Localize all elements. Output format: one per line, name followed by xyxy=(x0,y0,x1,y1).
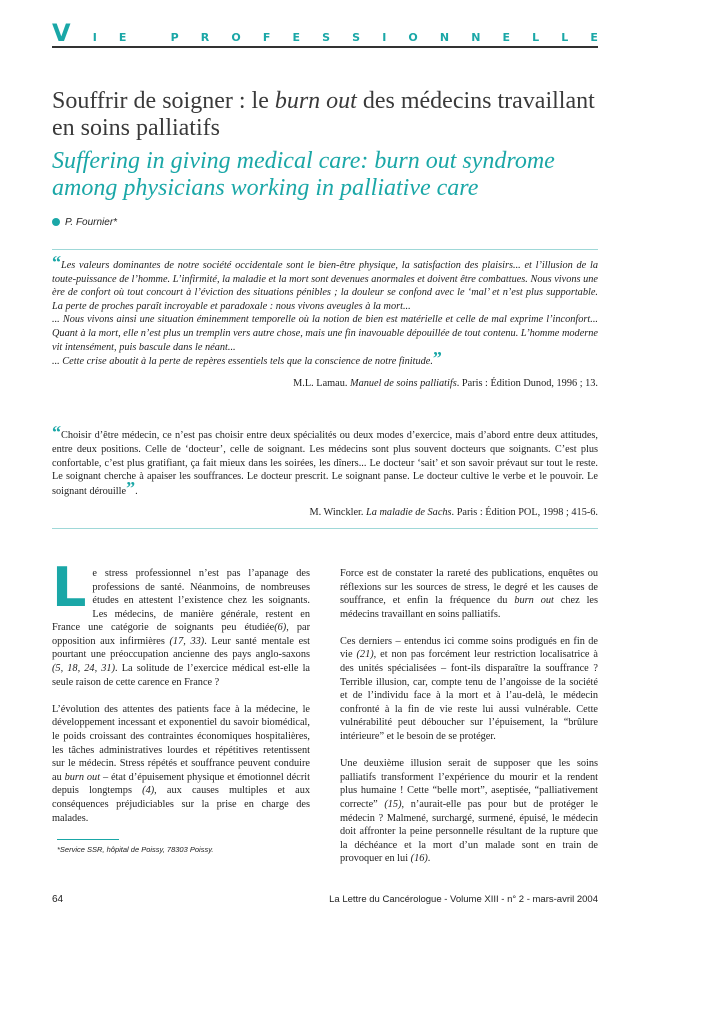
author-line xyxy=(52,216,598,229)
page-number: 64 xyxy=(52,893,64,905)
quote-text: ... Nous vivons ainsi une situation éminemment temporelle où la notion de bien est matérielle et celle de mal exprime l’inconfort... Quant à la mort, elle n’est plus un tremplin vers autre chose, mais une fin inavouable dépouillée de tout contenu. L’homme moderne vit intensément, puis bascule dans le néant... xyxy=(52,314,598,353)
text-segment: , n’aurait-elle pas pour but de protéger le médecin ? Malmené, surchargé, surmené, épuisé, le médecin doit affronter la peine personnelle résultant de la rupture que la déchéance et la mort d’un malade sont en train de provoquer en lui xyxy=(340,799,598,865)
section-letter: I xyxy=(92,31,97,44)
journal-reference: La Lettre du Cancérologue - Volume XIII - n° 2 - mars-avril 2004 xyxy=(329,893,598,905)
section-letter: O xyxy=(408,31,418,44)
text-segment: , aux causes multiples et aux conséquences préjudiciables sur la prise en charge des malades. xyxy=(52,785,311,824)
text-segment: . Paris : Édition Dunod, 1996 ; 13. xyxy=(456,377,598,389)
close-quote-mark: ” xyxy=(126,477,136,498)
text-segment: burn out xyxy=(274,88,357,114)
text-segment: . xyxy=(427,853,431,865)
text-segment: M.L. Lamau. xyxy=(293,377,351,389)
epigraph-quote-2 xyxy=(52,422,598,498)
section-letter: E xyxy=(502,31,511,44)
quote-2-citation xyxy=(52,506,598,520)
paragraph xyxy=(340,567,598,621)
text-segment: chez les médecins travaillant en soins palliatifs. xyxy=(340,595,599,620)
section-title xyxy=(52,19,598,47)
page-footer xyxy=(52,894,598,905)
text-segment: Souffrir de soigner : le xyxy=(52,88,275,114)
quote-text: Choisir d’être médecin, ce n’est pas choisir entre deux spécialités ou deux modes d’exercice, mais d’abord entre deux attitudes, entre deux positions. Celle de ‘docteur’, celle de soignant. Les médecins sont plus souvent docteurs que soignants. C’est plus confortable, c’est plus gratifiant, ça fait mieux dans les soirées, les dîners... Le docteur ‘sait’ et son savoir prévaut sur tout le reste. Le soignant cherche à apaiser les souffrances. Le docteur prescrit. Le soignant panse. Le docteur cultive le verbe et le pouvoir. Le soignant dérouille xyxy=(52,430,598,497)
quote-end: . xyxy=(135,485,138,497)
section-letter: O xyxy=(231,31,241,44)
text-segment: des médecins travaillant en soins palliatifs xyxy=(52,88,595,141)
text-segment: , par opposition aux infirmières xyxy=(52,622,311,647)
text-segment: (6) xyxy=(274,622,287,634)
text-segment: burn out xyxy=(64,771,101,783)
section-letter: N xyxy=(471,31,481,44)
section-letter: I xyxy=(382,31,387,44)
close-quote-mark: ” xyxy=(432,348,442,369)
footnote: *Service SSR, hôpital de Poissy, 78303 Poissy. xyxy=(57,845,214,855)
section-letter: N xyxy=(439,31,450,44)
text-segment: (15) xyxy=(384,799,402,810)
open-quote-mark: “ xyxy=(52,422,61,443)
section-letter: E xyxy=(590,31,598,44)
section-letter: E xyxy=(292,31,300,44)
text-segment: Force est de constater la rareté des publications, enquêtes ou réflexions sur les sources de stress, le degré et les causes de souffrance, et enfin la fréquence du xyxy=(340,567,598,607)
paragraph xyxy=(340,635,598,744)
footnote-divider xyxy=(57,839,119,840)
quote-text: ... Cette crise aboutit à la perte de repères essentiels tels que la conscience de notre finitude. xyxy=(52,356,433,368)
text-segment: – état d’épuisement physique et émotionnel décrit depuis longtemps xyxy=(52,771,310,797)
section-letter: V xyxy=(52,19,71,47)
text-segment: (5, 18, 24, 31) xyxy=(52,663,116,675)
text-segment: Une deuxième illusion serait de supposer que les soins palliatifs transforment l’expérience du mourir et la rendent plus humaine ! Cette “belle mort”, aseptisée, “palliativement correcte” xyxy=(340,758,598,810)
section-letter: R xyxy=(200,31,210,44)
body-column-left xyxy=(52,555,311,880)
section-letter: E xyxy=(118,31,127,44)
author-name: P. Fournier* xyxy=(65,217,118,228)
drop-cap: L xyxy=(52,555,87,619)
text-segment: La maladie de Sachs xyxy=(366,507,452,519)
text-segment: Manuel de soins palliatifs xyxy=(350,377,457,389)
paragraph xyxy=(52,555,311,689)
paragraph xyxy=(52,703,310,825)
section-letter: L xyxy=(561,31,569,44)
paragraph xyxy=(340,757,598,866)
text-segment: burn out xyxy=(514,595,554,607)
section-letter: F xyxy=(262,31,271,44)
text-segment: (17, 33) xyxy=(169,635,205,647)
epigraph-quote-1 xyxy=(52,252,598,369)
article-subtitle-english: Suffering in giving medical care: burn out syndrome among physicians working in palliative care xyxy=(52,148,555,201)
text-segment: (4) xyxy=(142,785,155,797)
divider xyxy=(52,249,598,250)
body-column-right xyxy=(340,567,598,880)
section-letter: P xyxy=(170,31,179,44)
article-title xyxy=(52,88,612,142)
open-quote-mark: “ xyxy=(52,252,61,272)
quote-text: Les valeurs dominantes de notre société occidentale sont le bien-être physique, la satisfaction des plaisirs... et l’illusion de la toute-puissance de l’homme. L’infirmité, la maladie et la mort sont devenues anormales et doivent être combattues. Nous vivons une ère de confort où tout concourt à l’éviction des situations pénibles ; la douleur se confond avec le ‘mal’ et n’est plus supportable. La perte de proches paraît incroyable et paradoxale : nous vivons aveugles à la mort... xyxy=(52,260,598,312)
text-segment: L’évolution des attentes des patients face à la médecine, le développement incessant et exponentiel du savoir biomédical, le poids croissant des contraintes économiques hospitalières, les tâches administratives lourdes et répétitives retentissent sur le médecin. Stress répétés et souffrance peuvent conduire au xyxy=(52,703,310,783)
quote-1-citation xyxy=(52,377,598,391)
bullet-icon xyxy=(52,218,60,226)
section-letter: S xyxy=(322,31,331,44)
text-segment: . La solitude de l’exercice médical est-elle la seule raison de cette carence en France ? xyxy=(52,663,311,688)
text-segment: M. Winckler. xyxy=(309,507,367,519)
text-segment: (16) xyxy=(410,853,428,865)
section-letter: L xyxy=(532,31,540,44)
text-segment: e stress professionnel n’est pas l’apanage des professions de santé. Néanmoins, de nombreuses études en attestent l’existence chez les soignants. Les médecins, de manière générale, restent en France une catégorie de soignants peu étudiée xyxy=(52,567,310,634)
text-segment: . Paris : Édition POL, 1998 ; 415-6. xyxy=(451,507,598,519)
divider xyxy=(52,528,598,529)
text-segment: Ces derniers – entendus ici comme soins prodigués en fin de vie xyxy=(340,635,598,661)
section-letter: S xyxy=(352,31,361,44)
text-segment: . Leur santé mentale est pourtant une préoccupation ancienne des pays anglo-saxons xyxy=(52,635,311,661)
text-segment: , et non pas forcément leur restriction localisatrice à des unités spécialisées – font-ils disparaître la souffrance ? Terrible illusion, car, compte tenu de l’angoisse de la société et de l’individu face à la mort et à l’au-delà, le médecin confronté à la fin de vie reste lui aussi vulnérable. Cette vulnérabilité peut déboucher sur l’épuisement, la “brûlure intérieure” et le besoin de se protéger. xyxy=(340,649,598,743)
section-header xyxy=(52,19,598,48)
body-columns xyxy=(52,555,599,880)
text-segment: (21) xyxy=(356,649,374,661)
